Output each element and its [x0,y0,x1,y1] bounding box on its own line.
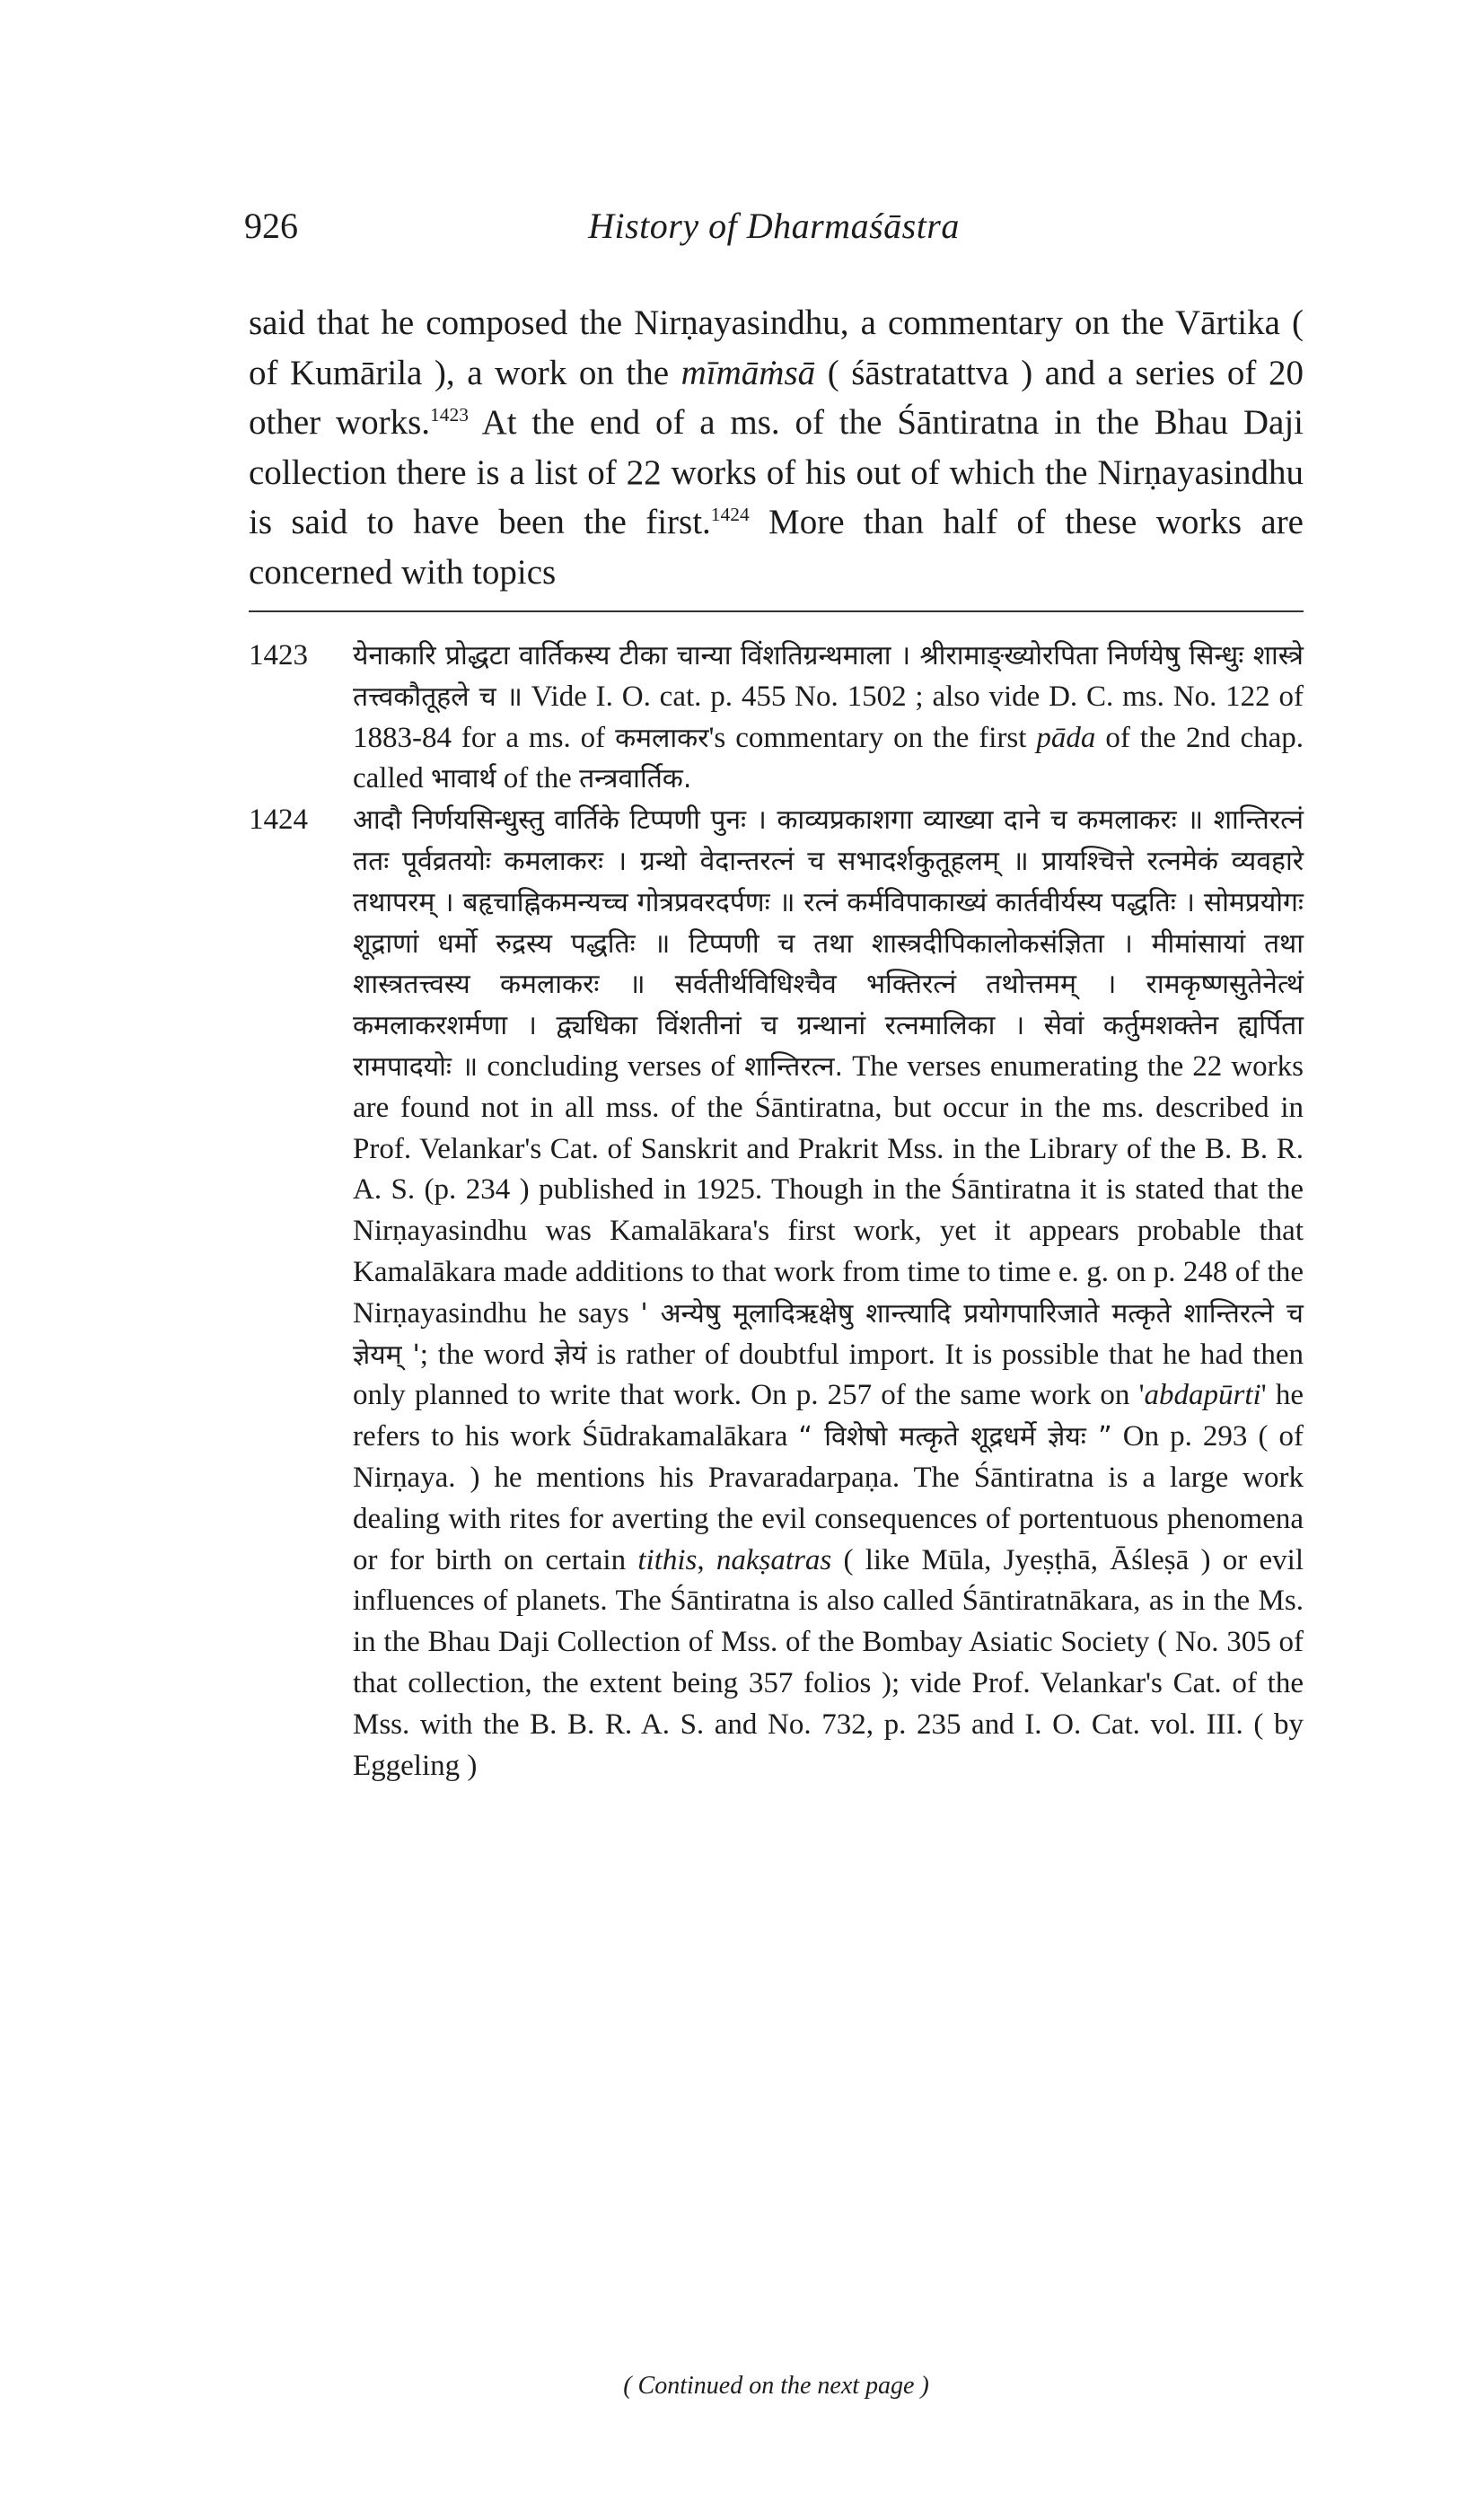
footnote-ref-1424: 1424 [710,504,750,525]
italic-term: tithis [637,1543,698,1576]
footnote-text-segment: of the [496,762,580,795]
page-number: 926 [244,206,298,246]
footnote-1424 [249,800,1304,1787]
footnote-1423 [249,636,1304,800]
body-italic-term: mīmāṁsā [681,353,816,392]
sanskrit-term: भावार्थ [431,763,496,795]
sanskrit-term: ज्ञेयं [554,1339,587,1371]
footnote-text-segment: of the 2nd chap. called [353,721,1304,795]
sanskrit-term: कमलाकर [615,722,709,754]
sanskrit-verse: येनाकारि प्रोद्धटा वार्तिकस्य टीका चान्या विंशतिग्रन्थमाला । श्रीरामाङ्ख्योरपिता निर्णयेषु सिन्धुः शास्त्रे तत्त्वकौतूहले च ॥ [353,640,1304,713]
sanskrit-quote: ' अन्येषु मूलादिऋक्षेषु शान्त्यादि प्रयोगपारिजाते मत्कृते शान्तिरत्ने च ज्ञेयम् ' [353,1297,1304,1371]
italic-term: nakṣatras [716,1543,832,1576]
footnote-ref-1423: 1423 [430,404,469,426]
sanskrit-verse: आदौ निर्णयसिन्धुस्तु वार्तिके टिप्पणी पुनः । काव्यप्रकाशगा व्याख्या दाने च कमलाकरः ॥ शान्तिरत्नं ततः पूर्वव्रतयोः कमलाकरः । ग्रन्थो वेदान्तरत्नं च सभादर्शकुतूहलम् ॥ प्रायश्चित्ते रत्नमेकं व्यवहारे तथापरम् । बहृचाह्निकमन्यच्च गोत्रप्रवरदर्पणः ॥ रत्नं कर्मविपाकाख्यं कार्तवीर्यस्य पद्धतिः । सोमप्रयोगः शूद्राणां धर्मो रुद्रस्य पद्धतिः ॥ टिप्पणी च तथा शास्त्रदीपिकालोकसंज्ञिता । मीमांसायां तथा शास्त्रतत्त्वस्य कमलाकरः ॥ सर्वतीर्थविधिश्चैव भक्तिरत्नं तथोत्तमम् । रामकृष्णसुतेनेत्थं कमलाकरशर्मणा । द्व्यधिका विंशतीनां च ग्रन्थानां रत्नमालिका । सेवां कर्तुमशक्तेन ह्यर्पिता रामपादयोः ॥ [353,804,1304,1083]
italic-term: pāda [1036,721,1096,754]
footnote-text-segment: ; the word [419,1338,555,1371]
footnotes [249,636,1304,1787]
footnote-number: 1424 [249,803,308,837]
footnote-text-segment: Vide I. O. cat. p. 455 No. 1502 ; also vide D. C. ms. No. 122 of 1883-84 for a ms. of [353,680,1304,754]
body-text-segment: More than half of these works are concerned with topics [249,503,1304,592]
sanskrit-term: तन्त्रवार्तिक. [579,763,692,795]
footnote-text-segment: concluding verses of [478,1049,745,1083]
footnote-divider [249,610,1304,612]
body-text-segment: ( śāstratattva ) and a series of 20 other works. [249,353,1304,442]
italic-term: abdapūrti [1144,1379,1261,1412]
body-text-segment: said that he composed the Nirṇayasindhu, a commentary on the Vārtika ( of Kumārila ), a work on the [249,303,1304,392]
footnote-number: 1423 [249,639,308,672]
footnote-text-segment: , [697,1543,716,1576]
sanskrit-quote: “ विशेषो मत्कृते शूद्रधर्मे ज्ञेयः ” [798,1421,1112,1453]
sanskrit-term: शान्तिरत्न. [744,1050,844,1083]
footnote-text-segment: is rather of doubtful import. It is possible that he had then only planned to write that work. On p. 257 of the same work on ' [353,1338,1304,1412]
footnote-text [353,636,1304,800]
footnote-text [353,800,1304,1787]
continued-note: ( Continued on the next page ) [623,2372,929,2400]
page-header [244,205,1304,259]
footnote-text-segment: The verses enumerating the 22 works are found not in all mss. of the Śāntiratna, but occur in the ms. described in Prof. Velankar's Cat. of Sanskrit and Prakrit Mss. in the Library of the B. B. R. A. S. (p. 234 ) published in 1925. Though in the Śāntiratna it is stated that the Nirṇayasindhu was Kamalākara's first work, yet it appears probable that Kamalākara made additions to that work from time to time e. g. on p. 248 of the Nirṇayasindhu he says [353,1049,1304,1330]
footnote-text-segment: 's commentary on the first [708,721,1037,754]
main-paragraph [249,298,1304,597]
main-text [249,298,1304,597]
footnote-text-segment: On p. 293 ( of Nirṇaya. ) he mentions his Pravaradarpaṇa. The Śāntiratna is a large work dealing with rites for averting the evil consequences of portentuous phenomena or for birth on certain [353,1420,1304,1576]
footnote-text-segment: ( like Mūla, Jyeṣṭhā, Āśleṣā ) or evil influences of planets. The Śāntiratna is also called Śāntiratnākara, as in the Ms. in the Bhau Daji Collection of Mss. of the Bombay Asiatic Society ( No. 305 of that collection, the extent being 357 folios ); vide Prof. Velankar's Cat. of the Mss. with the B. B. R. A. S. and No. 732, p. 235 and I. O. Cat. vol. III. ( by Eggeling ) [353,1543,1304,1782]
running-title: History of Dharmaśāstra [588,206,960,246]
footnote-text-segment: ' he refers to his work Śūdrakamalākara [353,1379,1304,1453]
body-text-segment: At the end of a ms. of the Śāntiratna in the Bhau Daji collection there is a list of 22 works of his out of which the Nirṇayasindhu is said to have been the first. [249,403,1304,541]
